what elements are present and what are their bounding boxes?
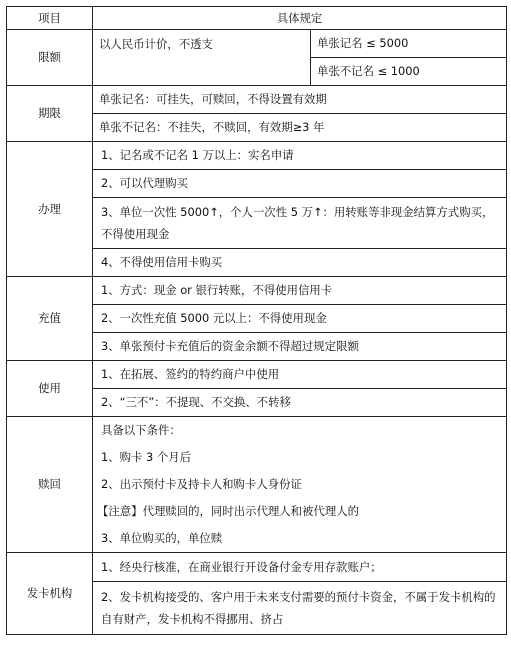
row-label-recharge: 充值 <box>7 277 93 361</box>
regulation-table <box>6 6 506 651</box>
limit-unnamed: 单张不记名 ≤ 1000 <box>311 58 507 86</box>
header-row <box>7 7 507 30</box>
row-label-redeem: 赎回 <box>7 417 93 553</box>
redeem-item-3: 3、单位购买的，单位赎 <box>93 525 507 553</box>
header-rules: 具体规定 <box>93 7 507 30</box>
header-item: 项目 <box>7 7 93 30</box>
redeem-item-2: 2、出示预付卡及持卡人和购卡人身份证 <box>93 471 507 498</box>
term-unnamed: 单张不记名：不挂失，不赎回，有效期≥3 年 <box>93 114 507 142</box>
term-named: 单张记名：可挂失，可赎回，不得设置有效期 <box>93 86 507 114</box>
row-label-issuer: 发卡机构 <box>7 553 93 635</box>
row-label-limit: 限额 <box>7 30 93 86</box>
recharge-item-1: 1、方式：现金 or 银行转账，不得使用信用卡 <box>93 277 507 305</box>
redeem-intro: 具备以下条件： <box>93 417 507 445</box>
limit-named: 单张记名 ≤ 5000 <box>311 30 507 58</box>
recharge-item-3: 3、单张预付卡充值后的资金余额不得超过规定限额 <box>93 333 507 361</box>
handle-item-2: 2、可以代理购买 <box>93 170 507 198</box>
recharge-item-2: 2、一次性充值 5000 元以上：不得使用现金 <box>93 305 507 333</box>
row-label-use: 使用 <box>7 361 93 417</box>
use-item-1: 1、在拓展、签约的特约商户中使用 <box>93 361 507 389</box>
limit-text: 以人民币计价，不透支 <box>93 30 311 86</box>
row-label-term: 期限 <box>7 86 93 142</box>
handle-item-3: 3、单位一次性 5000↑，个人一次性 5 万↑：用转账等非现金结算方式购买，不得使用现金 <box>93 198 507 249</box>
issuer-item-2: 2、发卡机构接受的、客户用于未来支付需要的预付卡资金，不属于发卡机构的自有财产，发卡机构不得挪用、挤占 <box>93 582 507 635</box>
redeem-item-1: 1、购卡 3 个月后 <box>93 444 507 471</box>
redeem-note: 【注意】代理赎回的，同时出示代理人和被代理人的 <box>93 498 507 525</box>
handle-item-4: 4、不得使用信用卡购买 <box>93 249 507 277</box>
row-label-handle: 办理 <box>7 142 93 277</box>
use-item-2: 2、“三不”：不提现、不交换、不转移 <box>93 389 507 417</box>
handle-item-1: 1、记名或不记名 1 万以上：实名申请 <box>93 142 507 170</box>
issuer-item-1: 1、经央行核准，在商业银行开设备付金专用存款账户； <box>93 553 507 582</box>
